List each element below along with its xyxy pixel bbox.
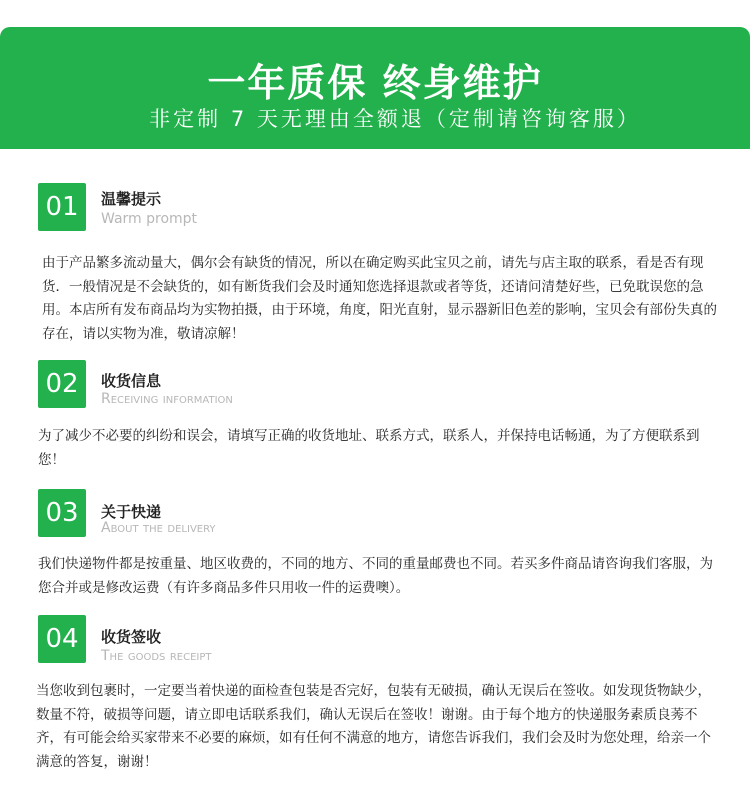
section-title: 温馨提示 bbox=[101, 190, 162, 208]
section-title: 关于快递 bbox=[101, 503, 162, 521]
section-body: 由于产品繁多流动量大，偶尔会有缺货的情况，所以在确定购买此宝贝之前，请先与店主取的联系，看是否有现货．一般情况是不会缺货的，如有断货我们会及时通知您选择退款或者等货，还请问清楚好些，已免耽误您的急用。本店所有发布商品均为实物拍摄，由于环境，角度，阳光直射，显示器新旧色差的影响，宝贝会有部份失真的存在，请以实物为准，敬请凉解！ bbox=[42, 255, 717, 342]
section-title: 收货信息 bbox=[101, 372, 162, 390]
section-number-badge: 01 bbox=[38, 183, 86, 231]
section-number-badge: 02 bbox=[38, 360, 86, 408]
section-english-subtitle: Warm prompt bbox=[101, 211, 198, 227]
section-number-badge: 04 bbox=[38, 615, 86, 663]
section-english-subtitle: The goods receipt bbox=[101, 648, 212, 664]
banner-title: 一年质保 终身维护 bbox=[207, 61, 543, 105]
section-english-subtitle: About the delivery bbox=[101, 520, 216, 536]
section-number-badge: 03 bbox=[38, 489, 86, 537]
banner-subtitle: 非定制 7 天无理由全额退（定制请咨询客服） bbox=[149, 107, 641, 131]
section-body: 当您收到包裹时，一定要当着快递的面检查包装是否完好，包装有无破损，确认无误后在签收。如发现货物缺少，数量不符，破损等问题，请立即电话联系我们，确认无误后在签收！谢谢。由于每个地方的快递服务素质良莠不齐，有可能会给买家带来不必要的麻烦，如有任何不满意的地方，请您告诉我们，我们会及时为您处理，给亲一个满意的答复，谢谢！ bbox=[36, 683, 711, 770]
section-body: 我们快递物件都是按重量、地区收费的，不同的地方、不同的重量邮费也不同。若买多件商品请咨询我们客服，为您合并或是修改运费（有许多商品多件只用收一件的运费噢）。 bbox=[38, 556, 713, 596]
section-body: 为了减少不必要的纠纷和误会，请填写正确的收货地址、联系方式，联系人，并保持电话畅通，为了方便联系到您！ bbox=[38, 428, 700, 468]
section-english-subtitle: Receiving information bbox=[101, 391, 233, 407]
section-title: 收货签收 bbox=[101, 628, 162, 646]
